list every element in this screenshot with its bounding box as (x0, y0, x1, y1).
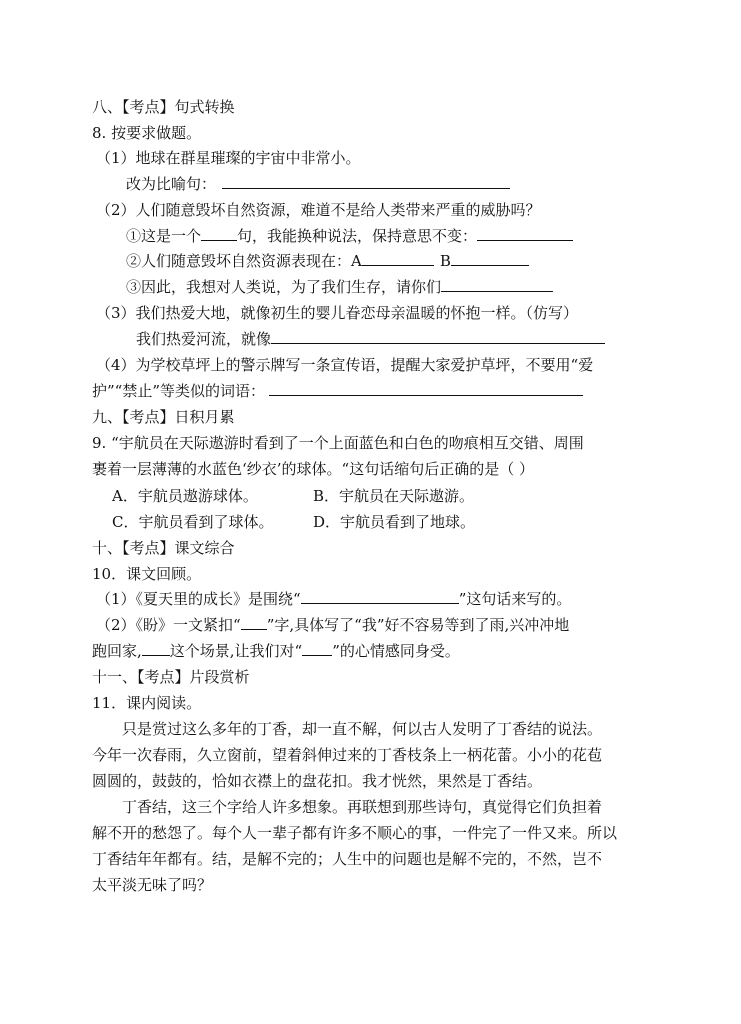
question-8-1-answer-row (126, 174, 510, 194)
rewrite-blank[interactable] (477, 226, 573, 241)
question-10: 10．课文回顾。 (92, 565, 202, 583)
imitation-label: 我们热爱河流，就像 (136, 330, 272, 348)
section-10-heading: 十、【考点】课文综合 (92, 539, 235, 557)
question-8-1: （1）地球在群星璀璨的宇宙中非常小。 (96, 149, 361, 167)
growth-text-pre: （1）《夏天里的成长》是围绕“ (96, 590, 301, 608)
question-8-2-a (126, 226, 573, 246)
question-8-2: （2）人们随意毁坏自然资源，难道不是给人类带来严重的威胁吗？ (96, 201, 541, 219)
option-d[interactable]: D．宇航员看到了地球。 (313, 513, 476, 531)
sentence-type-blank[interactable] (201, 226, 237, 241)
example-b-blank[interactable] (451, 251, 529, 266)
answer-blank[interactable] (222, 174, 510, 189)
pan-text-e: ”的心情感同身受。 (332, 642, 460, 660)
question-8-2-b (126, 251, 529, 271)
passage-p2-line1: 丁香结，这三个字给人许多想象。再联想到那些诗句，真觉得它们负担着 (122, 798, 603, 816)
question-11: 11．课内阅读。 (92, 694, 202, 712)
passage-p1-line1: 只是赏过这么多年的丁香，却一直不解，何以古人发明了丁香结的说法。 (122, 720, 603, 738)
section-9-heading: 九、【考点】日积月累 (92, 408, 235, 426)
option-b[interactable]: B．宇航员在天际遨游。 (313, 487, 475, 505)
question-8-2-c (126, 277, 553, 297)
pan-text-d: 这个场景,让我们对“ (169, 642, 303, 660)
question-9-line1: 9. “宇航员在天际遨游时看到了一个上面蓝色和白色的吻痕相互交错、周围 (92, 434, 584, 452)
passage-p2-line2: 解不开的愁怨了。每个人一辈子都有许多不顺心的事，一件完了一件又来。所以 (92, 824, 618, 842)
passage-p2-line3: 丁香结年年都有。结，是解不完的；人生中的问题也是解不完的，不然，岂不 (92, 850, 603, 868)
slogan-label: 护”“禁止”等类似的词语： (92, 382, 266, 400)
pan-text-c: 跑回家, (92, 642, 142, 660)
growth-blank[interactable] (301, 589, 459, 604)
pan-scene-blank[interactable] (142, 641, 170, 656)
imitation-blank[interactable] (271, 329, 605, 344)
passage-p1-line3: 圆圆的，鼓鼓的，恰如衣襟上的盘花扣。我才恍然，果然是丁香结。 (92, 772, 543, 790)
pan-feeling-blank[interactable] (302, 641, 332, 656)
question-8: 8. 按要求做题。 (92, 124, 202, 142)
question-10-1 (96, 589, 571, 609)
question-10-2-line2 (92, 641, 460, 661)
example-b-label: B (439, 252, 451, 270)
question-8-4-line2 (92, 381, 583, 401)
pan-text-b: ”字,具体写了“我”好不容易等到了雨,兴冲冲地 (266, 616, 570, 634)
section-11-heading: 十一、【考点】片段赏析 (92, 668, 250, 686)
growth-text-post: ”这句话来写的。 (458, 590, 572, 608)
appeal-label: ③因此，我想对人类说，为了我们生存，请你们 (126, 278, 442, 296)
example-a-blank[interactable] (362, 251, 434, 266)
sentence-type-label: ①这是一个 (126, 227, 202, 245)
question-10-2-line1 (96, 615, 569, 635)
pan-char-blank[interactable] (241, 615, 267, 630)
section-8-heading: 八、【考点】句式转换 (92, 98, 235, 116)
option-c[interactable]: C．宇航员看到了球体。 (112, 513, 274, 531)
question-9-line2: 裹着一层薄薄的水蓝色‘纱衣’的球体。“这句话缩句后正确的是（ ） (92, 460, 534, 478)
rewrite-label: 句，我能换种说法，保持意思不变： (237, 227, 478, 245)
simile-label: 改为比喻句： (126, 175, 217, 193)
question-8-4-line1: （4）为学校草坪上的警示牌写一条宣传语，提醒大家爱护草坪，不要用“爱 (96, 356, 594, 374)
pan-text-a: （2）《盼》一文紧扣“ (96, 616, 241, 634)
examples-label: ②人们随意毁坏自然资源表现在：A (126, 252, 362, 270)
passage-p1-line2: 今年一次春雨，久立窗前，望着斜伸过来的丁香枝条上一柄花蕾。小小的花苞 (92, 746, 603, 764)
question-8-3-answer-row (136, 329, 605, 349)
question-8-3: （3）我们热爱大地，就像初生的婴儿眷恋母亲温暖的怀抱一样。（仿写） (96, 304, 579, 322)
slogan-blank[interactable] (269, 381, 583, 396)
appeal-blank[interactable] (441, 277, 553, 292)
option-a[interactable]: A．宇航员遨游球体。 (112, 487, 258, 505)
passage-p2-line4: 太平淡无味了吗？ (92, 876, 213, 894)
